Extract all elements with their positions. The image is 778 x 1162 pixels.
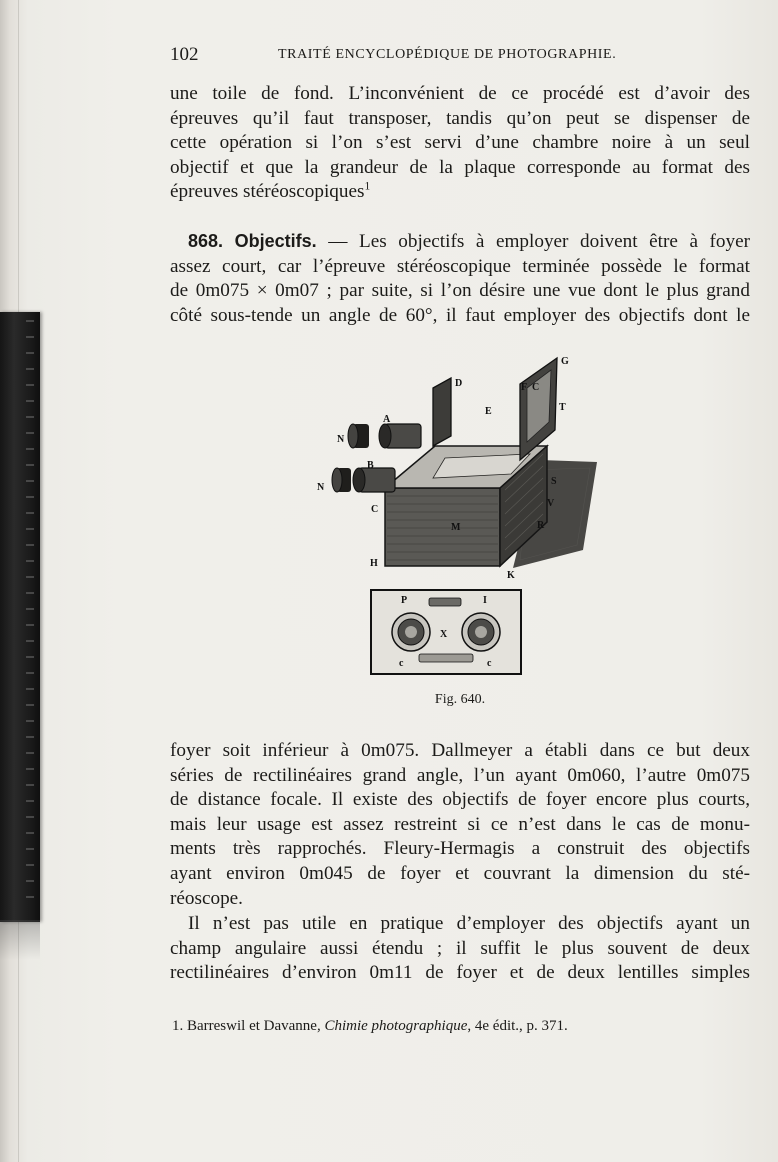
running-title: TRAITÉ ENCYCLOPÉDIQUE DE PHOTOGRAPHIE. [278,47,617,62]
figure-label-r: R [537,520,545,531]
figure-label-k: K [507,570,515,581]
figure-label-c: C [532,382,540,393]
footnote [172,1018,752,1035]
text-line: côté sous-tende un angle de 60°, il faut employer des objectifs dont le [170,304,750,326]
footnote-book-title: Chimie photographique [324,1018,468,1034]
figure-label-n-lower: N [317,482,325,493]
text-line: épreuves qu’il faut transposer, tandis qu’on peut se dispenser de [170,107,750,129]
text-line: champ angulaire aussi étendu ; il suffit le plus souvent de deux [170,937,750,959]
left-lens-mount [392,613,430,651]
figure-label-e: E [485,406,492,417]
text-line-content: épreuves stéréoscopiques [170,181,365,203]
text-line: foyer soit inférieur à 0m075. Dallmeyer a établi dans ce but deux [170,740,750,761]
figure-label-m: M [451,522,461,533]
lower-lens-assembly [332,468,395,492]
viewing-hood [433,378,451,446]
footnote-edition: , 4e édit., p. 371. [467,1018,568,1034]
text-line: ayant environ 0m045 de foyer et couvrant la dimension du sté- [170,862,750,884]
stereo-camera-illustration [315,350,605,680]
text-line: une toile de fond. L’inconvénient de ce procédé est d’avoir des [170,83,750,104]
text-line: réoscope. [170,887,243,909]
text-line: Il n’est pas utile en pratique d’employer des objectifs ayant un [188,913,750,934]
bookmark-strip [0,312,40,922]
page-header [170,44,750,70]
figure-label-c-small-left: c [399,658,404,669]
section-title: Objectifs. [234,231,317,251]
text-line: rectilinéaires d’environ 0m11 de foyer et de deux lentilles simples [170,962,750,984]
section-868 [170,229,750,328]
text-line: séries de rectilinéaires grand angle, l’un ayant 0m060, l’autre 0m075 [170,764,750,786]
figure-label-p: P [401,595,408,606]
section-number: 868. [188,231,224,251]
figure-label-t: T [559,402,566,413]
camera-front-face [385,488,500,566]
upper-lens-assembly [348,424,421,448]
page-number: 102 [170,44,199,65]
text-line: cette opération si l’on s’est servi d’une chambre noire à un seul [170,132,750,154]
right-lens-mount [462,613,500,651]
figure-label-g: G [561,356,569,367]
figure-label-c-small-right: c [487,658,492,669]
paragraph-angular-field [170,912,750,986]
text-line: ments très rapprochés. Fleury-Hermagis a construit des objectifs [170,838,750,860]
footnote-number: 1. [172,1018,184,1034]
figure-label-f: F [521,382,528,393]
figure-640 [315,350,605,680]
bookmark-shadow [0,920,40,960]
text-line-content: — Les objectifs à employer doivent être à foyer [328,231,751,252]
figure-label-i: I [483,595,487,606]
text-line: objectif et que la grandeur de la plaque corresponde au format des [170,156,750,178]
figure-label-v: V [547,498,555,509]
figure-label-x: X [440,629,448,640]
footnote-authors: Barreswil et Davanne, [187,1018,321,1034]
figure-label-b: B [367,460,374,471]
paragraph-dallmeyer [170,739,750,911]
figure-caption: Fig. 640. [434,692,486,707]
figure-label-h: H [370,558,378,569]
text-line: assez court, car l’épreuve stéréoscopique terminée possède le format [170,255,750,277]
figure-label-n-upper: N [337,434,345,445]
text-line: de distance focale. Il existe des objectifs de foyer encore plus courts, [170,789,750,811]
paragraph-intro [170,82,750,205]
footnote-reference: 1 [364,180,371,193]
figure-label-a: A [383,414,391,425]
section-heading-line [170,229,750,255]
figure-label-c-lower: C [371,504,379,515]
text-line: mais leur usage est assez restreint si ce n’est dans le cas de monu- [170,813,750,835]
figure-label-d: D [455,378,463,389]
text-line [170,180,750,205]
text-line: de 0m075 × 0m07 ; par suite, si l’on désire une vue dont le plus grand [170,280,750,302]
figure-label-s: S [551,476,557,487]
